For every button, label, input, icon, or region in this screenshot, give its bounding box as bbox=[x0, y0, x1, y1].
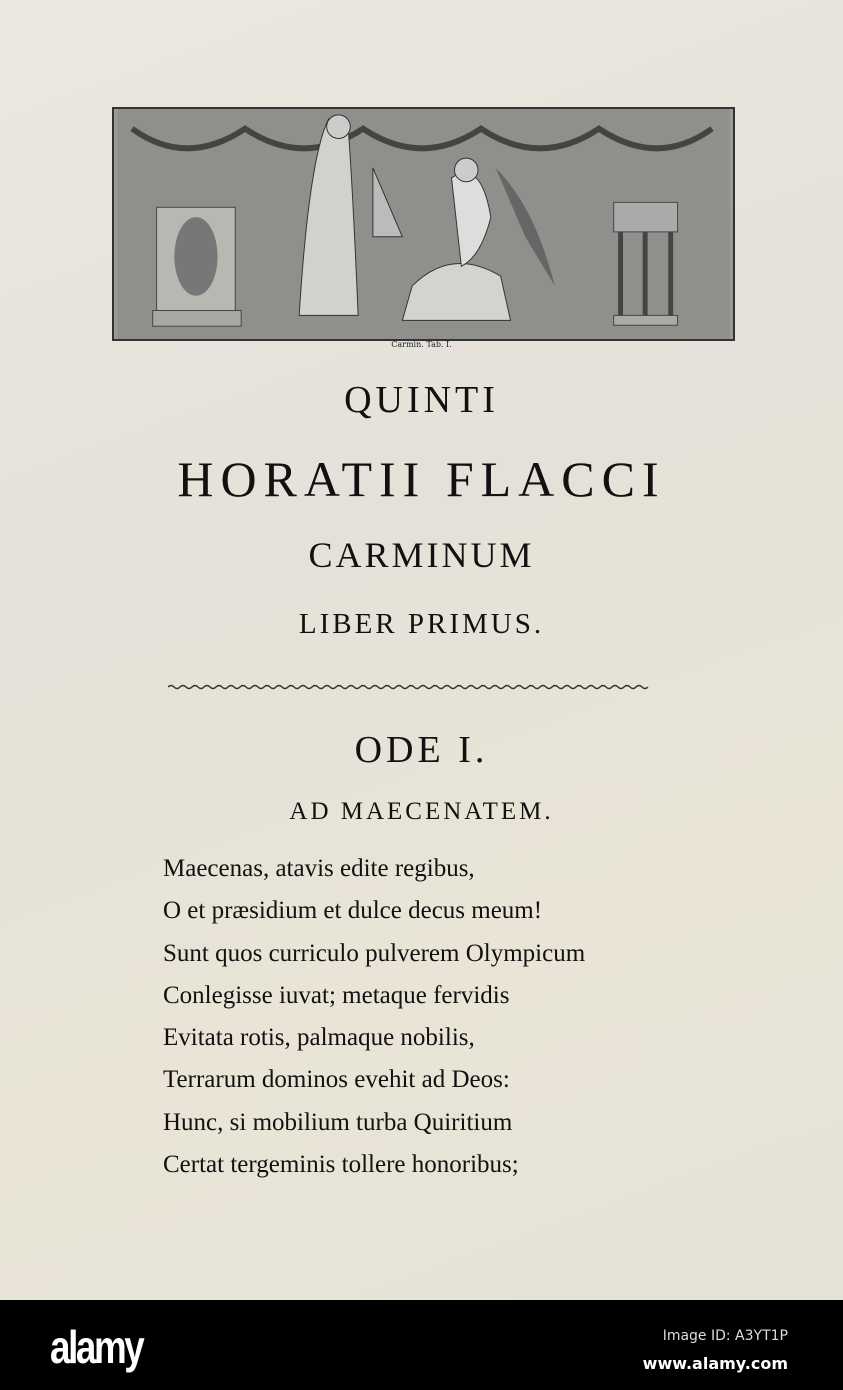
engraving-plate bbox=[112, 107, 735, 341]
poem-text bbox=[163, 848, 585, 1186]
poem-line: Certat tergeminis tollere honoribus; bbox=[163, 1151, 519, 1179]
poem-line: Sunt quos curriculo pulverem Olympicum bbox=[163, 939, 586, 967]
poem-line: Maecenas, atavis edite regibus, bbox=[163, 855, 475, 882]
ode-subtitle: AD MAECENATEM. bbox=[289, 798, 554, 825]
engraving-illustration bbox=[114, 109, 733, 339]
title-liber-primus: LIBER PRIMUS. bbox=[298, 608, 545, 640]
wavy-divider bbox=[168, 682, 658, 692]
poem-line: O et præsidium et dulce decus meum! bbox=[163, 897, 543, 925]
poem-line: Hunc, si mobilium turba Quiritium bbox=[163, 1108, 513, 1136]
image-id: Image ID: A3YT1P bbox=[662, 1328, 788, 1344]
poem-line: Terrarum dominos evehit ad Deos: bbox=[163, 1066, 510, 1094]
poem-line: Conlegisse iuvat; metaque fervidis bbox=[163, 981, 510, 1009]
alamy-logo: alamy bbox=[50, 1321, 143, 1373]
title-horatii-flacci: HORATII FLACCI bbox=[177, 451, 666, 507]
watermark-footer bbox=[0, 1300, 843, 1390]
title-carminum: CARMINUM bbox=[308, 535, 535, 575]
title-quinti: QUINTI bbox=[344, 379, 499, 421]
site-url: www.alamy.com bbox=[642, 1354, 788, 1373]
ode-heading: ODE I. bbox=[354, 729, 489, 771]
plate-caption: Carmin. Tab. I. bbox=[391, 340, 452, 349]
poem-line: Evitata rotis, palmaque nobilis, bbox=[163, 1024, 475, 1052]
